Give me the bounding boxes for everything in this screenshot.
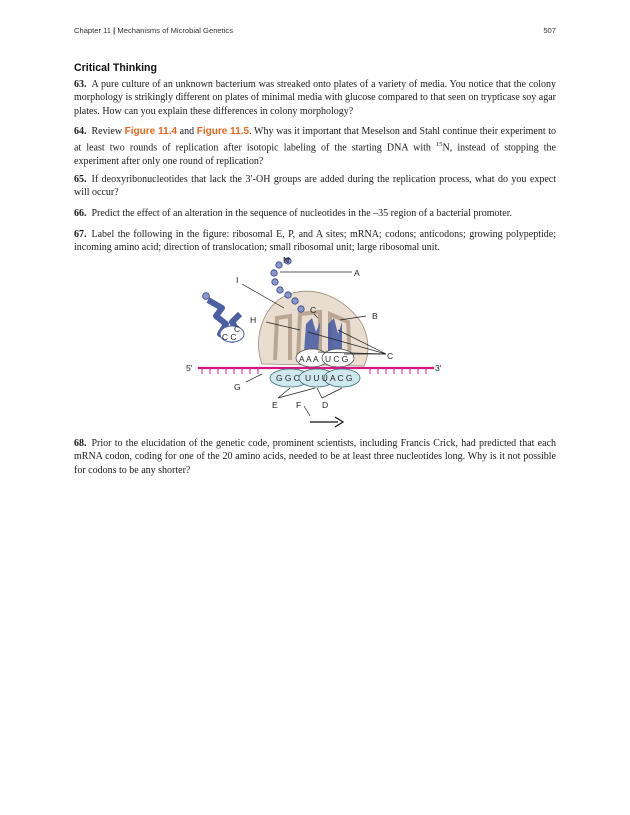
label-c-top: C [310, 305, 317, 315]
question-text: . Why was it important that Meselson and Stahl continue their experiment to at least two rounds of replication after isotopic labeling of the starting DNA with [74, 126, 557, 154]
question-68 [74, 437, 556, 477]
question-number: 63. [74, 79, 87, 90]
label-b: B [372, 311, 378, 321]
question-66 [74, 207, 556, 220]
question-text: Prior to the elucidation of the genetic code, prominent scientists, including Francis Crick, had predicted that each mRNA codon, coding for one of the 20 amino acids, needed to be at least three nucleotides long. Why is it not possible for codons to be any shorter? [74, 438, 556, 476]
question-number: 68. [74, 438, 87, 449]
question-number: 64. [74, 126, 87, 137]
page-number: 507 [543, 26, 556, 35]
isotope-symbol: N [442, 142, 450, 154]
label-g: G [234, 382, 241, 392]
incoming-amino-acid [203, 293, 210, 300]
figure-11-4-link[interactable]: Figure 11.4 [124, 126, 178, 137]
codon-uuu: U U U [305, 373, 328, 383]
question-number: 66. [74, 208, 87, 219]
label-a: A [354, 268, 360, 278]
chapter-label: Chapter 11 [74, 26, 112, 35]
mrna-5-prime-end: 5′ [186, 363, 193, 373]
chapter-title: Mechanisms of Microbial Genetics [117, 26, 234, 35]
question-text: Review [91, 126, 123, 137]
question-text: , instead of stopping the experiment after only one round of replication? [74, 142, 556, 168]
anticodon-aaa: A A A [299, 354, 319, 364]
question-text: and [179, 126, 195, 137]
question-text: Predict the effect of an alteration in the sequence of nucleotides in the –35 region of a bacterial promoter. [91, 208, 512, 219]
question-text: Label the following in the figure: ribosomal E, P, and A sites; mRNA; codons; anticodons; growing polypeptide; incoming amino acid; direction of translocation; small ribosomal unit; large ribosomal unit. [74, 229, 556, 254]
label-e: E [272, 400, 278, 410]
label-h: H [250, 315, 257, 325]
question-text: A pure culture of an unknown bacterium was streaked onto plates of a variety of media. You notice that the colony morphology is strikingly different on plates of minimal media with glucose compared to that seen on trypticase soy agar plates. How can you explain these differences in colony morphology? [74, 79, 556, 117]
figure-11-5-link[interactable]: Figure 11.5 [196, 126, 250, 137]
anticodon-ucg: U C G [325, 354, 349, 364]
question-63 [74, 78, 556, 118]
ribosome-diagram [180, 252, 450, 432]
ribosome-translation-figure [180, 252, 450, 432]
chapter-heading [74, 26, 233, 35]
question-text: If deoxyribonucleotides that lack the 3′-OH groups are added during the replication process, what do you expect will occur? [74, 174, 556, 199]
question-number: 67. [74, 229, 87, 240]
trna-left-top-base: C [234, 324, 241, 334]
label-i: I [236, 275, 239, 285]
question-67 [74, 228, 556, 255]
codon-acg: A C G [330, 373, 353, 383]
isotope-mass-number: 15 [436, 141, 443, 149]
label-d: D [322, 400, 329, 410]
codon-ggc: G G C [276, 373, 300, 383]
question-65 [74, 173, 556, 200]
label-n: N [283, 255, 290, 265]
label-f: F [296, 400, 302, 410]
label-c-right: C [387, 351, 394, 361]
header-separator: | [113, 26, 116, 35]
mrna-3-prime-end: 3′ [435, 363, 442, 373]
running-header [74, 26, 556, 35]
section-title: Critical Thinking [74, 62, 157, 74]
question-64 [74, 125, 556, 169]
question-number: 65. [74, 174, 87, 185]
trna-left-bases: C C [222, 332, 237, 342]
